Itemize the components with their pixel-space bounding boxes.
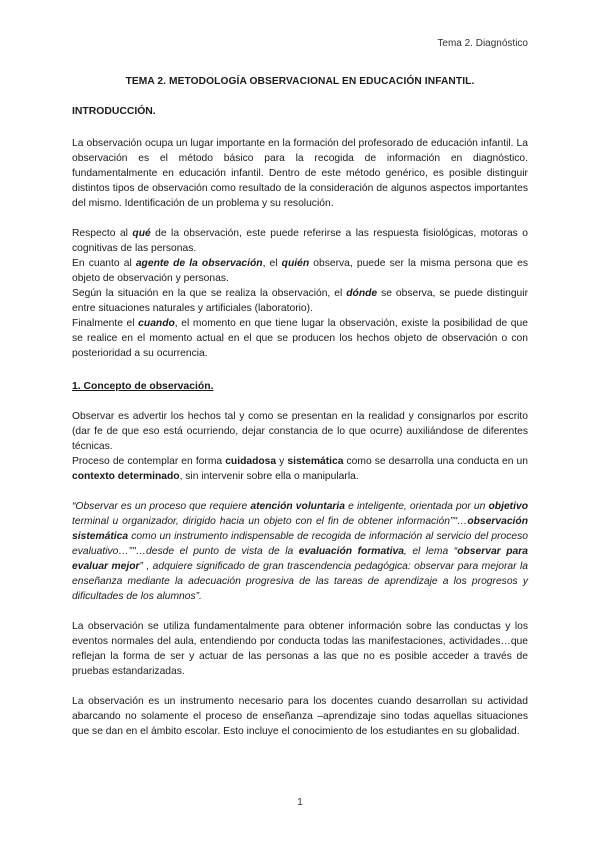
- emphasis-atencion: atención voluntaria: [250, 501, 346, 512]
- emphasis-objetivo: objetivo: [488, 501, 528, 512]
- intro-paragraph-que: [72, 226, 528, 256]
- text-run: y: [276, 456, 288, 467]
- emphasis-donde: dónde: [346, 288, 378, 299]
- document-body: [72, 104, 528, 739]
- page-number: 1: [297, 797, 303, 808]
- section-1-paragraph-3: La observación se utiliza fundamentalmente para obtener información sobre las conductas y los eventos normales del aula, entendiendo por conducta todas las manifestaciones, actividades…que reflejan la forma de ser y actuar de las personas a las que no es posible acceder a través de pruebas estandarizadas.: [72, 621, 528, 677]
- text-run: ” , adquiere significado de gran trascendencia pedagógica: observar para mejorar la enseñanza mediante la adecuación progresiva de las tareas de aprendizaje a los progresos y dificultades de los alumnos”.: [72, 561, 529, 602]
- emphasis-que: qué: [132, 228, 151, 239]
- emphasis-agente: agente de la observación: [135, 258, 263, 269]
- text-run: Respecto al: [72, 228, 133, 239]
- emphasis-evaluacion-formativa: evaluación formativa: [298, 546, 404, 557]
- text-run: como un instrumento indispensable de recogida de información al servicio del proceso evaluativo…”"…desde el punto de vista de la: [72, 531, 528, 557]
- section-1-paragraph-2: [72, 454, 528, 484]
- emphasis-contexto: contexto determinado: [72, 471, 180, 482]
- text-run: “Observar es un proceso que requiere: [72, 501, 251, 512]
- text-run: , el momento en que tiene lugar la observación, existe la posibilidad de que se realice en el momento actual en el que se producen los hechos objeto de observación o con posterioridad a su ocurrencia.: [72, 318, 528, 359]
- emphasis-lema: observar para evaluar mejor: [72, 546, 528, 572]
- intro-paragraph-cuando: [72, 316, 528, 361]
- text-run: Finalmente el: [72, 318, 139, 329]
- intro-paragraph-donde: [72, 286, 528, 316]
- text-run: , el lema “: [403, 546, 458, 557]
- text-run: En cuanto al: [72, 258, 136, 269]
- text-run: , sin intervenir sobre ella o manipularla.: [179, 471, 359, 482]
- section-1-paragraph-1: Observar es advertir los hechos tal y como se presentan en la realidad y consignarlos por escrito (dar fe de que eso está ocurriendo, dejar constancia de lo que ocurre) auxiliándose de diferentes técnicas.: [72, 411, 528, 452]
- section-1-heading: 1. Concepto de observación.: [72, 381, 214, 392]
- emphasis-observacion-sistematica: observación sistemática: [72, 516, 528, 542]
- emphasis-sistematica: sistemática: [287, 456, 344, 467]
- emphasis-cuando: cuando: [138, 318, 175, 329]
- text-run: Según la situación en la que se realiza la observación, el: [72, 288, 347, 299]
- section-1-quote: [72, 499, 528, 604]
- section-1-paragraph-4: La observación es un instrumento necesario para los docentes cuando desarrollan su actividad abarcando no solamente el proceso de enseñanza –aprendizaje sino todas aquellas situaciones que se dan en el ámbito escolar. Esto incluye el conocimiento de los estudiantes en su globalidad.: [72, 696, 528, 737]
- emphasis-cuidadosa: cuidadosa: [225, 456, 277, 467]
- text-run: se observa, se puede distinguir entre situaciones naturales y artificiales (laboratorio).: [72, 288, 528, 314]
- intro-paragraph-1: La observación ocupa un lugar importante en la formación del profesorado de educación infantil. La observación es el método básico para la recogida de información en diagnóstico. fundamentalmente en educación infantil. Dentro de este método genérico, es posible distinguir distintos tipos de observación como resultado de la consideración de algunos aspectos importantes del mismo. Identificación de un problema y su resolución.: [72, 138, 528, 209]
- emphasis-quien: quién: [281, 258, 310, 269]
- running-header: Tema 2. Diagnóstico: [437, 38, 528, 49]
- text-run: observa, puede ser la misma persona que es objeto de observación y personas.: [72, 258, 528, 284]
- text-run: e inteligente, orientada por un: [345, 501, 489, 512]
- intro-heading: INTRODUCCIÓN.: [72, 106, 156, 117]
- text-run: como se desarrolla una conducta en un: [343, 456, 528, 467]
- text-run: Proceso de contemplar en forma: [72, 456, 226, 467]
- intro-paragraph-agente: [72, 256, 528, 286]
- text-run: terminal u organizador, dirigido hacia un objeto con el fin de obtener información”"…: [72, 516, 468, 527]
- text-run: , el: [262, 258, 282, 269]
- document-title: TEMA 2. METODOLOGÍA OBSERVACIONAL EN EDUCACIÓN INFANTIL.: [125, 76, 475, 87]
- text-run: de la observación, este puede referirse a las respuesta fisiológicas, motoras o cognitivas de las personas.: [72, 228, 528, 254]
